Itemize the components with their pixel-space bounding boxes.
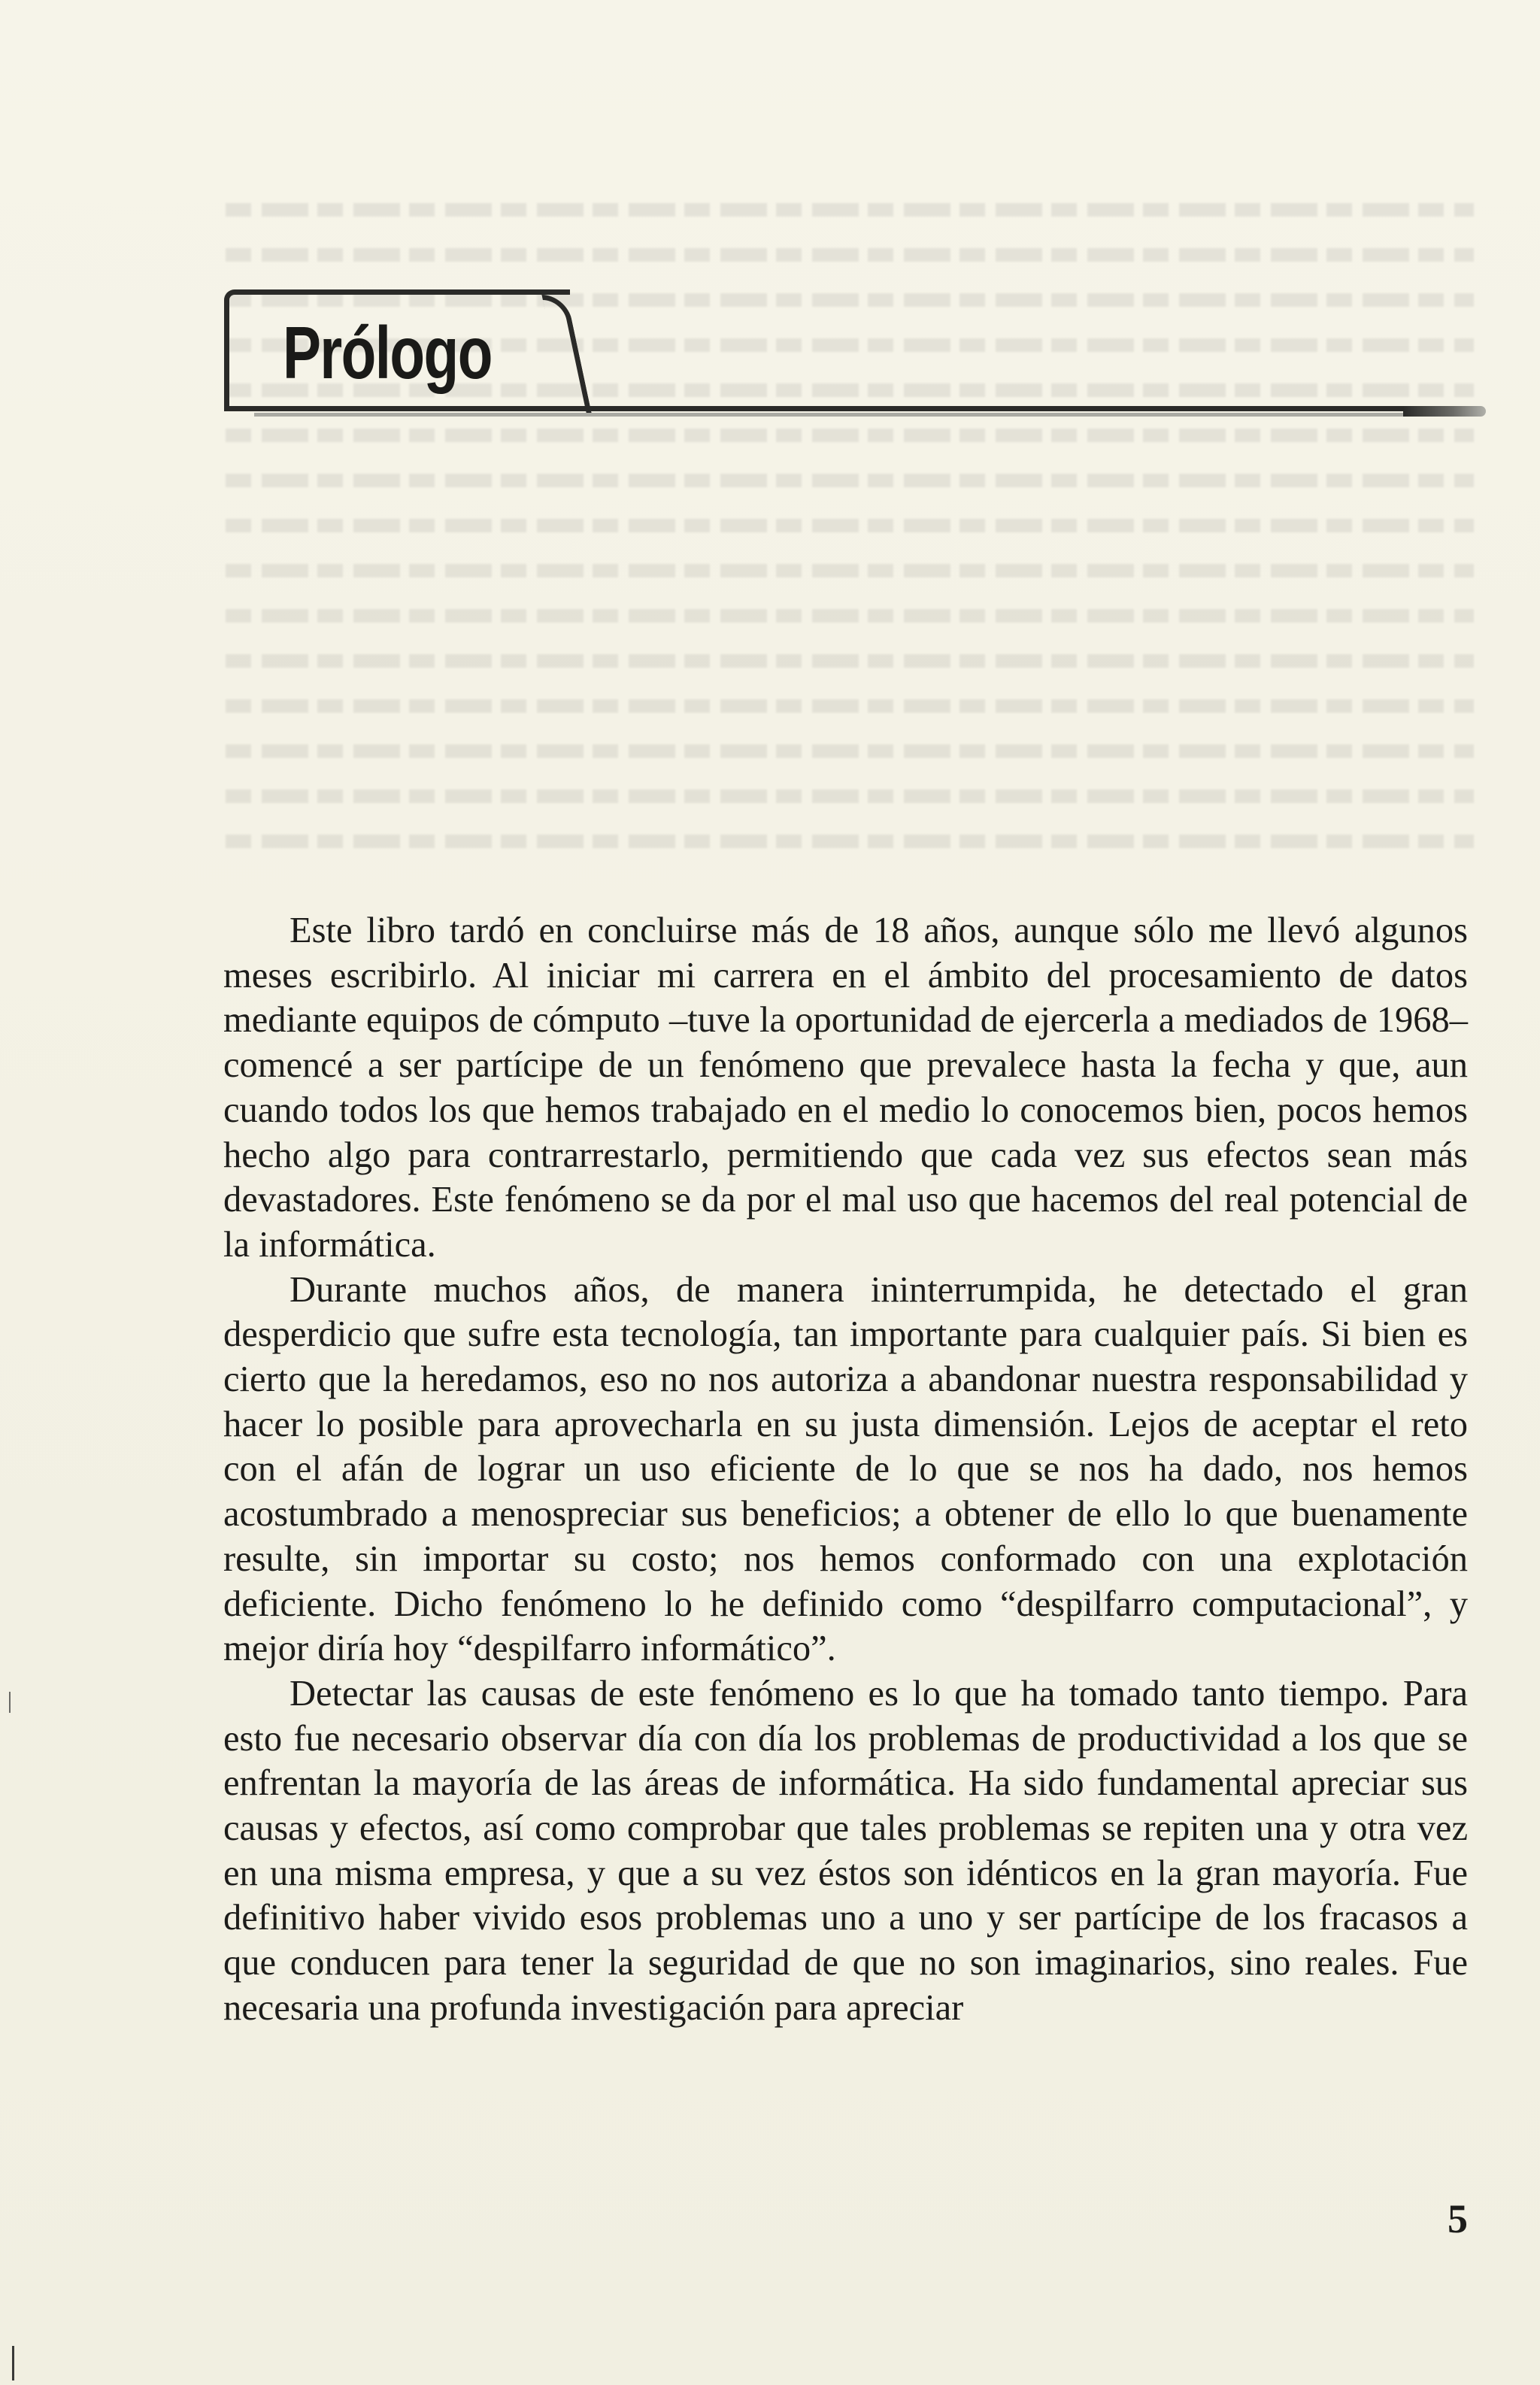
chapter-header-rule — [224, 406, 1486, 421]
chapter-title: Prólogo — [283, 311, 492, 394]
paragraph-2: Durante muchos años, de manera ininterrumpida, he detectado el gran desperdicio que sufre esta tecnología, tan importante para cualquier país. Si bien es cierto que la heredamos, eso no nos autoriza a abandonar nuestra responsabilidad y hacer lo posible para aprovecharla en su justa dimensión. Lejos de aceptar el reto con el afán de lograr un uso eficiente de lo que se nos ha dado, nos hemos acostumbrado a menospreciar sus beneficios; a obtener de ello lo que buenamente resulte, sin importar su costo; nos hemos conformado con una explotación deficiente. Dicho fenómeno lo he definido como “despilfarro computacional”, y mejor diría hoy “despilfarro informático”. — [223, 1269, 1468, 1669]
page-number: 5 — [1448, 2196, 1468, 2241]
paragraph-3: Detectar las causas de este fenómeno es lo que ha tomado tanto tiempo. Para esto fue necesario observar día con día los problemas de productividad a los que se enfrentan la mayoría de las áreas de informática. Ha sido fundamental apreciar sus causas y efectos, así como comprobar que tales problemas se repiten una y otra vez en una misma empresa, y que a su vez éstos son idénticos en la gran mayoría. Fue definitivo haber vivido esos problemas uno a uno y ser partícipe de los fracasos a que conducen para tener la seguridad de que no son imaginarios, sino reales. Fue necesaria una profunda investigación para apreciar — [223, 1673, 1468, 2028]
header-rule-cap — [1403, 406, 1486, 417]
header-rule-line — [224, 406, 1427, 411]
header-rule-shadow — [254, 413, 1427, 417]
scan-edge-mark — [12, 2346, 14, 2380]
body-text — [223, 908, 1468, 2031]
paragraph-1: Este libro tardó en concluirse más de 18 años, aunque sólo me llevó algunos meses escribirlo. Al iniciar mi carrera en el ámbito del procesamiento de datos mediante equipos de cómputo –tuve la oportunidad de ejercerla a mediados de 1968– comencé a ser partícipe de un fenómeno que prevalece hasta la fecha y que, aun cuando todos los que hemos trabajado en el medio lo conocemos bien, pocos hemos hecho algo para contrarrestarlo, permitiendo que cada vez sus efectos sean más devastadores. Este fenómeno se da por el mal uso que hacemos del real potencial de la informática. — [223, 911, 1468, 1265]
scan-edge-mark — [9, 1692, 11, 1713]
